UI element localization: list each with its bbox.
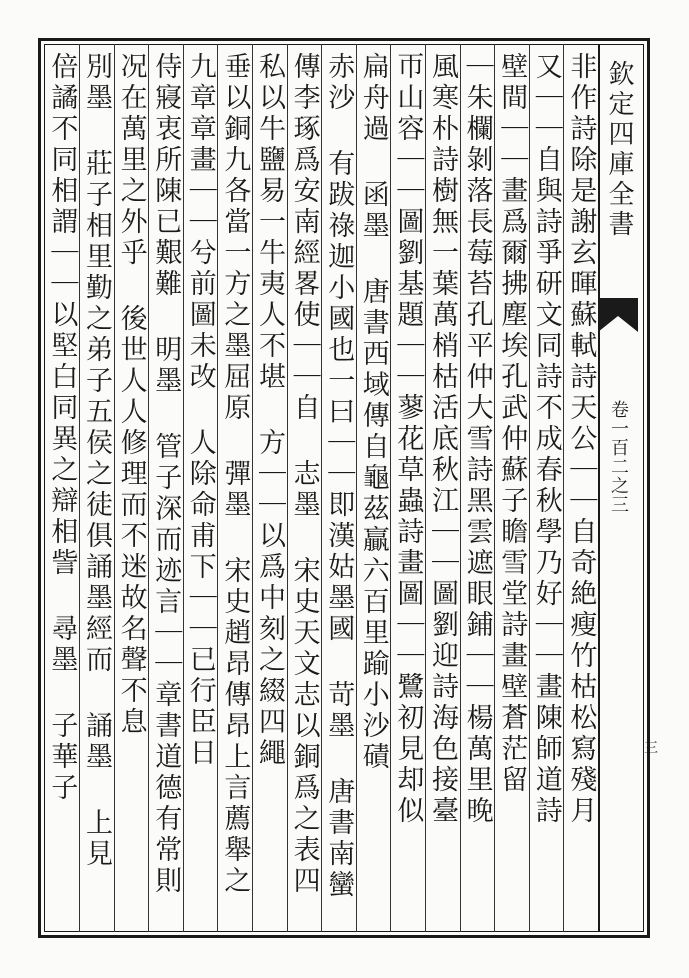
text-column-4: ｜朱欄剝落長莓苔孔平仲大雪詩黑雲遮眼鋪｜｜楊萬里晚 xyxy=(461,52,493,827)
fishtail-mark xyxy=(598,298,638,332)
text-column-12: 九章章畫｜｜兮前圖未改 人除命甫下｜｜已行臣日 xyxy=(184,52,216,769)
text-column-6: 帀山容｜｜圖劉基題｜｜蓼花草蟲詩畫圖｜｜鷺初見却似 xyxy=(392,52,424,827)
text-column-2: 又｜｜自與詩爭研文同詩不成春秋學乃好｜｜畫陳師道詩 xyxy=(530,52,562,827)
text-column-7: 扁舟過 函墨 唐書西域傳自龜茲贏六百里踰小沙磧 xyxy=(357,52,389,773)
page-number: 三 xyxy=(642,740,658,754)
text-column-10: 私以牛鹽易一牛夷人不堪 方｜｜以爲中刻之綴四繩 xyxy=(254,52,285,769)
text-column-9: 傳李琢爲安南經畧使｜｜自 志墨 宋史天文志以銅爲之表四 xyxy=(288,52,320,897)
text-column-11: 垂以銅九各當一方之墨屈原 彈墨 宋史趙昂傳昂上言薦舉之 xyxy=(219,52,251,897)
text-column-13: 侍寢衷所陳已艱難 明墨 管子深而迹言｜｜章書道德有常則 xyxy=(150,52,182,897)
volume-label: 卷一百二之三 xyxy=(608,400,629,514)
text-column-14: 况在萬里之外乎 後世人人修理而不迷故名聲不息 xyxy=(115,52,147,738)
text-column-5: 風寒朴詩樹無一葉萬梢枯活底秋江｜｜圖劉迎詩海色接臺 xyxy=(427,52,458,827)
text-column-15: 別墨 莊子相里勤之弟子五侯之徒俱誦墨經而 誦墨 上見 xyxy=(81,52,112,870)
text-column-8: 赤沙 有跋祿迦小國也一曰｜｜即漢姑墨國 苛墨 唐書南蠻 xyxy=(323,52,355,901)
book-title: 欽定四庫全書 xyxy=(604,60,634,240)
text-column-1: 非作詩除是謝玄暉蘇軾詩天公｜｜自奇絶瘦竹枯松寫殘月 xyxy=(565,52,597,827)
text-column-3: 壁間｜｜畫爲爾拂塵埃孔武仲蘇子瞻雪堂詩畫壁蒼茫留 xyxy=(496,52,528,796)
text-column-16: 倍譎不同相謂｜｜以堅白同異之辯相訾 尋墨 子華子 xyxy=(46,52,78,804)
